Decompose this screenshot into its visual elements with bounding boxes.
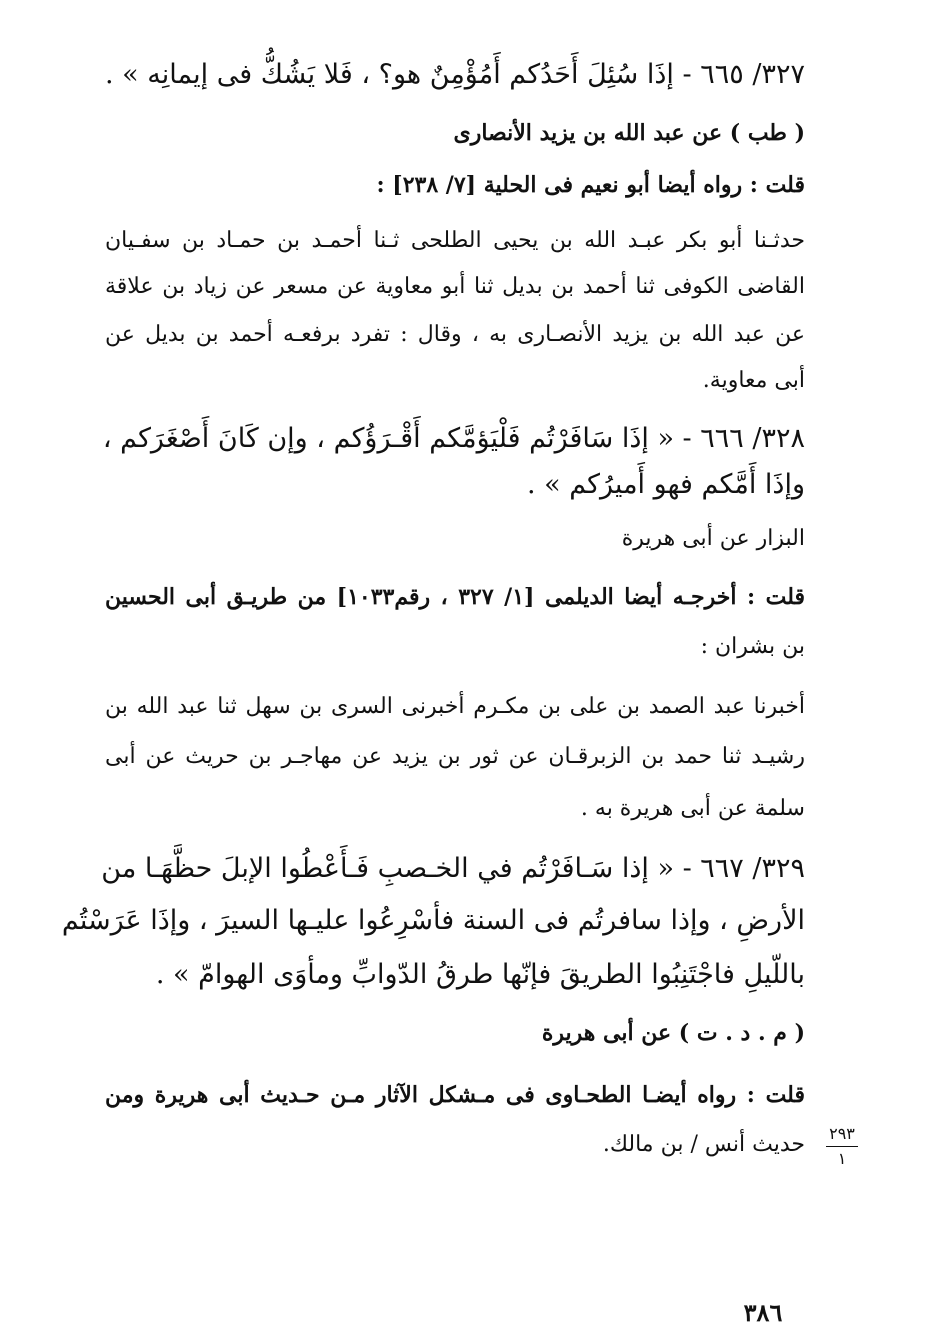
hadith-665-line-1: ٣٢٧/ ٦٦٥ - إذَا سُئِلَ أَحَدُكم أَمُؤْمِنٌ هو؟ ، فَلا يَشُكُّ فى إيمانِه » . bbox=[105, 59, 805, 90]
margin-volume-page-note bbox=[822, 1124, 862, 1169]
margin-note-bottom: ١ bbox=[837, 1149, 847, 1168]
isnad-666-line-2: رشيـد ثنا حمد بن الزبرقـان عن ثور بن يزيد عن مهاجـر بن حريث عن أبى bbox=[105, 744, 805, 769]
note-line-666-1: قلت : أخرجـه أيضا الديلمى [١/ ٣٢٧ ، رقم١٠٣٣] من طريـق أبى الحسين bbox=[105, 584, 805, 610]
isnad-666-line-1: أخبرنا عبد الصمد بن على بن مكـرم أخبرنى السرى بن سهل ثنا عبد الله بن bbox=[105, 694, 805, 719]
source-line-666: البزار عن أبى هريرة bbox=[621, 526, 805, 551]
source-line-667: ( م . د . ت ) عن أبى هريرة bbox=[541, 1020, 805, 1046]
note-line-667-2: حديث أنس / بن مالك. bbox=[602, 1132, 805, 1157]
note-line-666-2: بن بشران : bbox=[700, 634, 805, 659]
isnad-line-4: أبى معاوية. bbox=[702, 368, 805, 393]
hadith-667-line-3: باللّيلِ فاجْتَنِبُوا الطريقَ فإنّها طرقُ الدّوابِّ ومأوَى الهوامّ » . bbox=[155, 959, 805, 990]
isnad-line-1: حدثـنا أبو بكر عبـد الله بن يحيى الطلحى ثـنا أحمـد بن حمـاد بن سفـيان bbox=[105, 228, 805, 253]
isnad-666-line-3: سلمة عن أبى هريرة به . bbox=[580, 796, 805, 821]
hadith-666-line-2: وإذَا أَمَّكم فهو أَميرُكم » . bbox=[526, 469, 805, 500]
margin-note-top: ٢٩٣ bbox=[829, 1124, 855, 1143]
note-line-667-1: قلت : رواه أيضـا الطحـاوى فى مـشكل الآثار مـن حـديث أبى هريرة ومن bbox=[105, 1082, 805, 1108]
hadith-667-line-1: ٣٢٩/ ٦٦٧ - « إذا سَـافَرْتُم في الخـصبِ فَـأَعْطُوا الإبلَ حظَّهَـا من bbox=[101, 853, 805, 884]
note-line-665: قلت : رواه أيضا أبو نعيم فى الحلية [٧/ ٢٣٨] : bbox=[376, 172, 805, 198]
margin-note-rule bbox=[826, 1146, 858, 1147]
isnad-line-2: القاضى الكوفى ثنا أحمد بن بديل ثنا أبو معاوية عن مسعر عن زياد بن علاقة bbox=[105, 274, 805, 299]
hadith-667-line-2: الأرضِ ، وإذا سافرتُم فى السنة فأسْرِعُوا عليـها السيرَ ، وإذَا عَرَسْتُم bbox=[61, 905, 805, 936]
hadith-666-line-1: ٣٢٨/ ٦٦٦ - « إذَا سَافَرْتُم فَلْيَؤمَّكم أَقْـرَؤُكم ، وإن كَانَ أَصْغَرَكم ، bbox=[102, 423, 805, 454]
source-line-665: ( طب ) عن عبد الله بن يزيد الأنصارى bbox=[453, 120, 805, 146]
page-number: ٣٨٦ bbox=[743, 1298, 783, 1327]
isnad-line-3: عن عبد الله بن يزيد الأنصـارى به ، وقال : تفرد برفعـه أحمد بن بديل عن bbox=[105, 322, 805, 347]
